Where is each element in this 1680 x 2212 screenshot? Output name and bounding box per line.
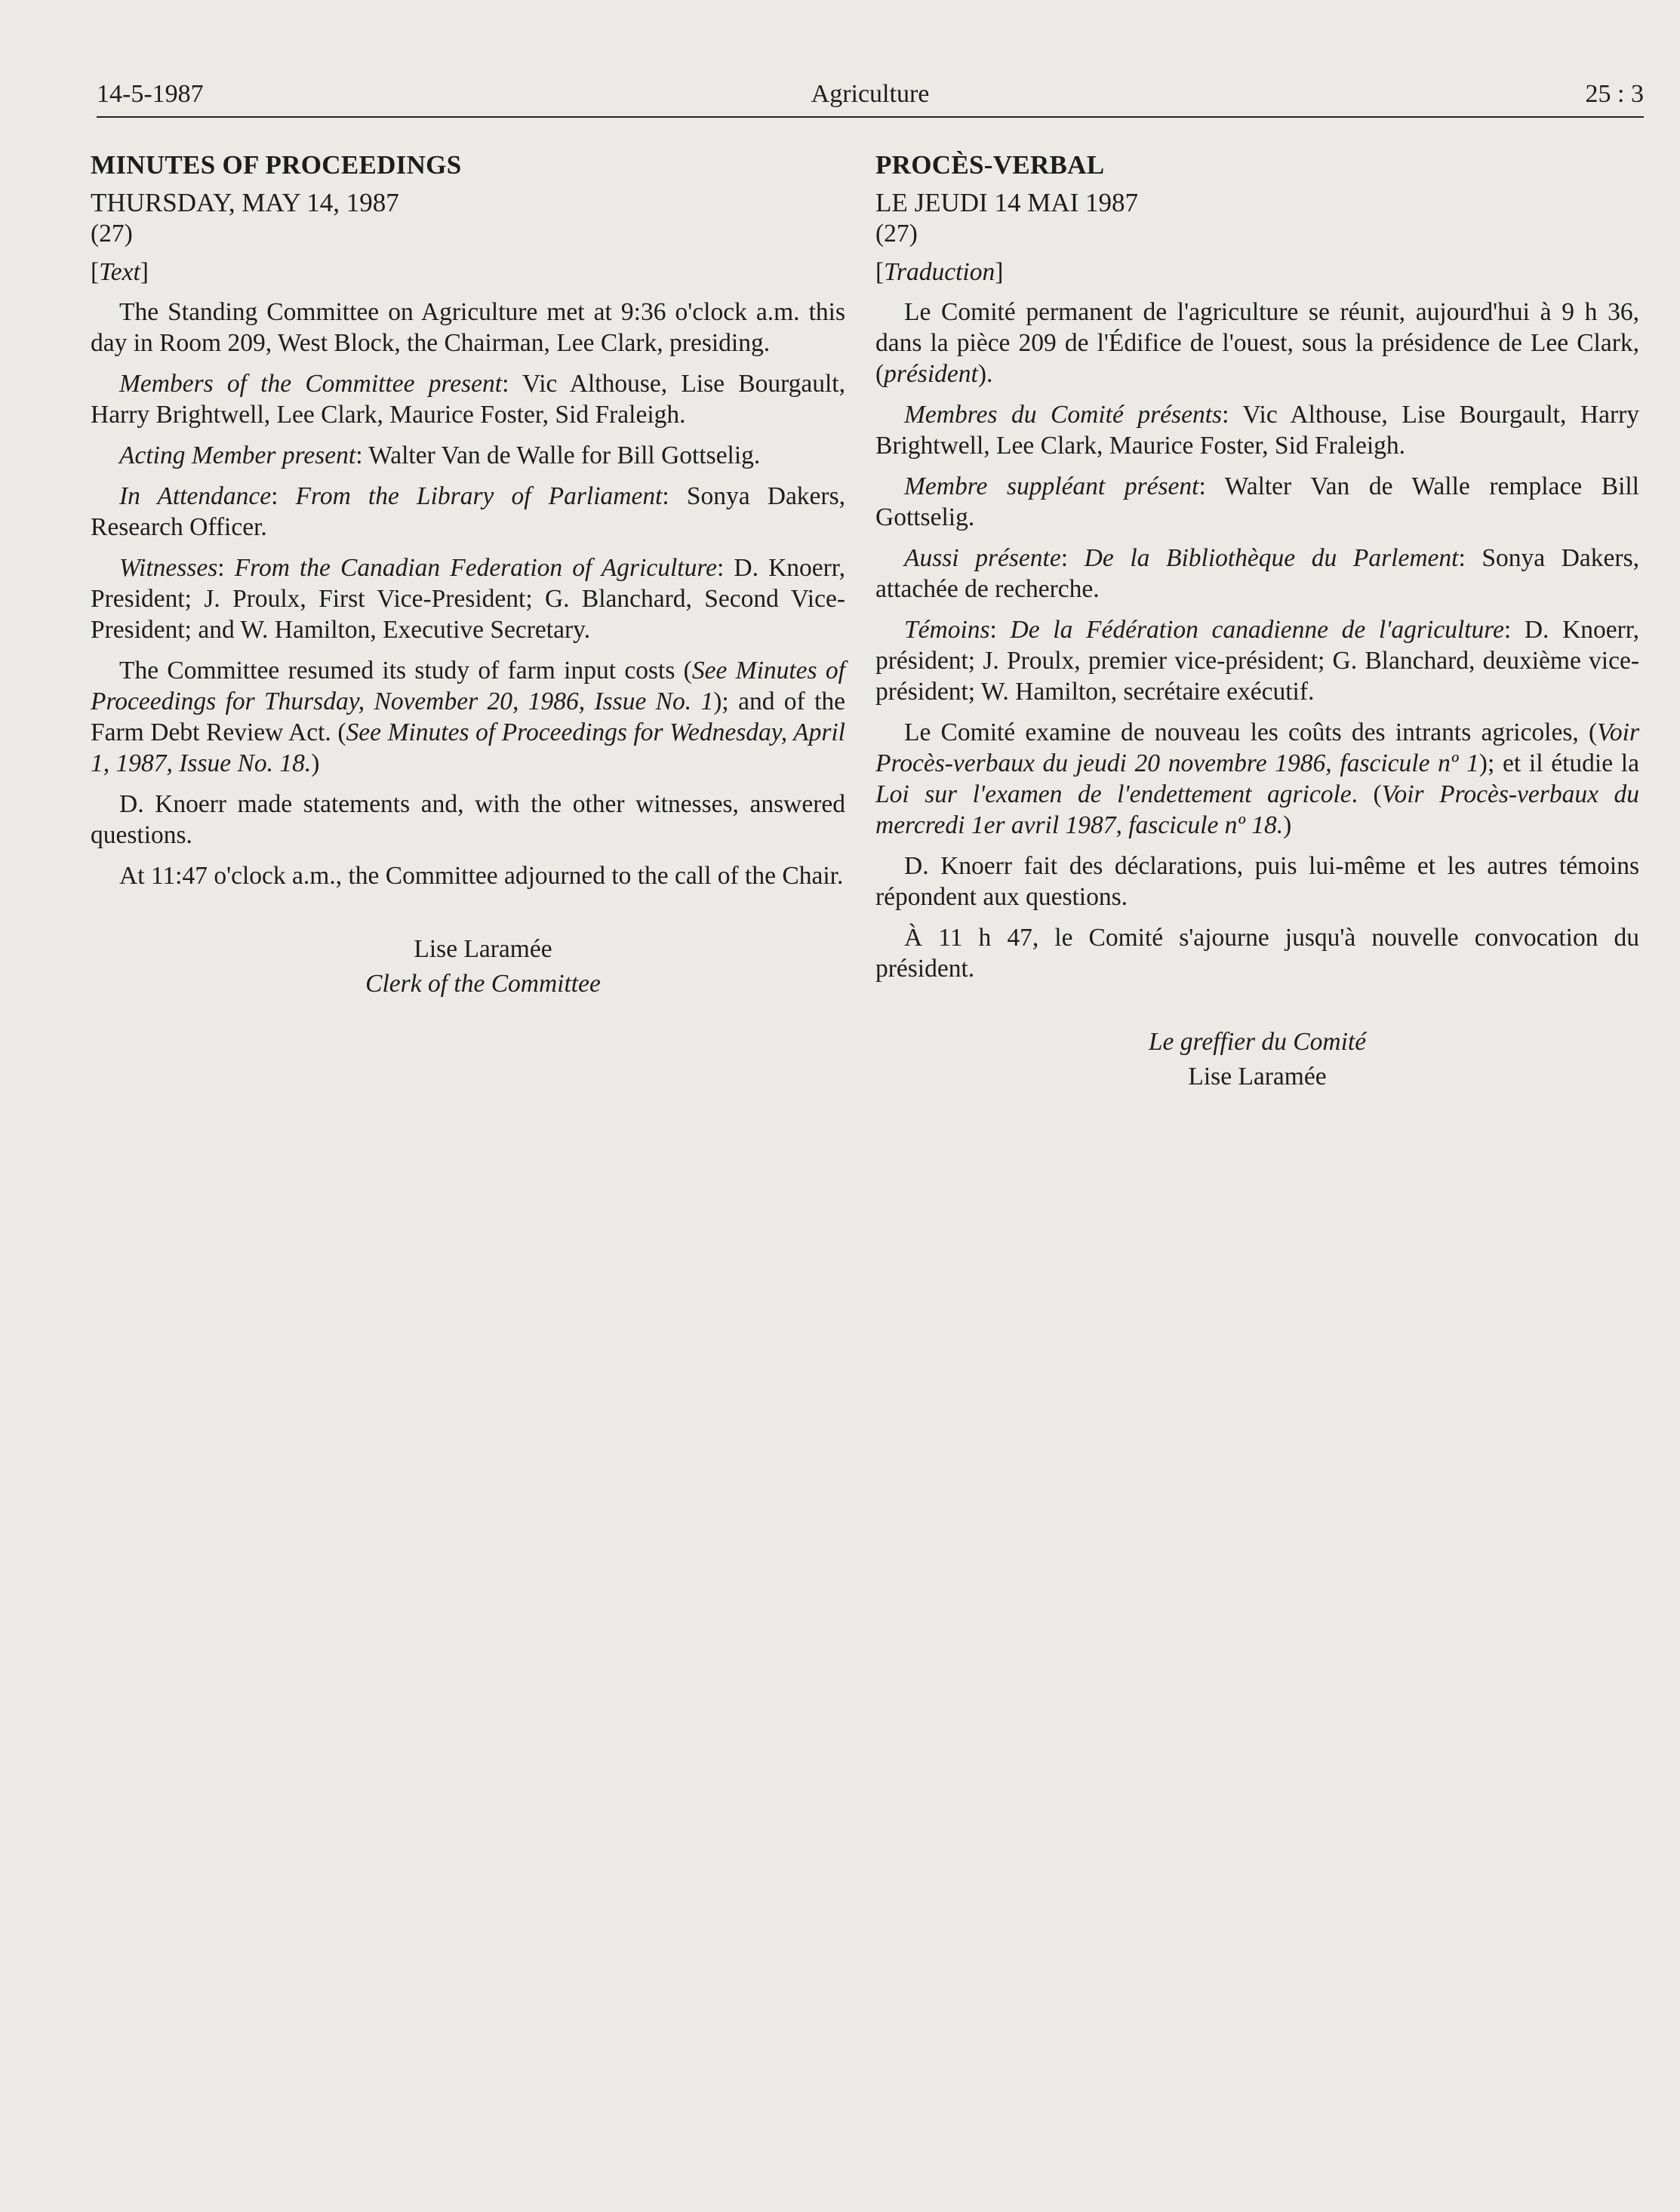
french-date: LE JEUDI 14 MAI 1987	[875, 188, 1139, 217]
french-witnesses-paragraph: Témoins: De la Fédération canadienne de l'agriculture: D. Knoerr, président; J. Proulx, premier vice-président; G. Blanchard, deuxième vice-président; W. Hamilton, secrétaire exécutif.	[875, 616, 1639, 706]
english-members-paragraph: Members of the Committee present: Vic Althouse, Lise Bourgault, Harry Brightwell, Lee Clark, Maurice Foster, Sid Fraleigh.	[91, 370, 845, 429]
running-header	[97, 77, 1644, 118]
french-clerk-title: Le greffier du Comité	[1148, 1028, 1367, 1056]
english-heading: MINUTES OF PROCEEDINGS	[91, 150, 462, 180]
header-page-number: 25 : 3	[1585, 80, 1644, 108]
english-attendance-paragraph: In Attendance: From the Library of Parliament: Sonya Dakers, Research Officer.	[91, 482, 845, 541]
french-adjournment-paragraph: À 11 h 47, le Comité s'ajourne jusqu'à nouvelle convocation du président.	[875, 924, 1639, 983]
french-signature-block	[875, 1025, 1639, 1094]
french-resumed-paragraph: Le Comité examine de nouveau les coûts des intrants agricoles, (Voir Procès-verbaux du jeudi 20 novembre 1986, fascicule nº 1); et il étudie la Loi sur l'examen de l'endettement agricole. (Voir Procès-verbaux du mercredi 1er avril 1987, fascicule nº 18.)	[875, 718, 1639, 839]
french-attendance-paragraph: Aussi présente: De la Bibliothèque du Parlement: Sonya Dakers, attachée de recherche.	[875, 544, 1639, 603]
english-clerk-name: Lise Laramée	[414, 935, 552, 963]
english-opening-paragraph: The Standing Committee on Agriculture met at 9:36 o'clock a.m. this day in Room 209, West Block, the Chairman, Lee Clark, presiding.	[91, 298, 845, 357]
english-resumed-paragraph: The Committee resumed its study of farm input costs (See Minutes of Proceedings for Thursday, November 20, 1986, Issue No. 1); and of the Farm Debt Review Act. (See Minutes of Proceedings for Wednesday, April 1, 1987, Issue No. 18.)	[91, 657, 845, 777]
english-date: THURSDAY, MAY 14, 1987	[91, 188, 399, 217]
english-acting-member-paragraph: Acting Member present: Walter Van de Walle for Bill Gottselig.	[119, 441, 761, 469]
french-members-paragraph: Membres du Comité présents: Vic Althouse, Lise Bourgault, Harry Brightwell, Lee Clark, Maurice Foster, Sid Fraleigh.	[875, 401, 1640, 460]
french-clerk-name: Lise Laramée	[1188, 1063, 1327, 1091]
english-adjournment-paragraph: At 11:47 o'clock a.m., the Committee adjourned to the call of the Chair.	[119, 862, 844, 890]
french-statements-paragraph: D. Knoerr fait des déclarations, puis lui-même et les autres témoins répondent aux questions.	[875, 852, 1639, 911]
french-heading: PROCÈS-VERBAL	[875, 150, 1105, 180]
english-signature-block	[121, 932, 845, 1001]
english-statements-paragraph: D. Knoerr made statements and, with the other witnesses, answered questions.	[91, 790, 845, 849]
french-opening-paragraph: Le Comité permanent de l'agriculture se réunit, aujourd'hui à 9 h 36, dans la pièce 209 de l'Édifice de l'ouest, sous la présidence de Lee Clark, (président).	[875, 298, 1639, 388]
french-translation-tag: [Traduction]	[875, 258, 1004, 286]
french-meeting-number: (27)	[875, 220, 918, 248]
english-text-tag: [Text]	[91, 258, 149, 286]
english-column	[91, 149, 845, 1001]
header-date: 14-5-1987	[97, 80, 204, 108]
english-meeting-number: (27)	[91, 220, 133, 248]
french-column	[875, 149, 1639, 1094]
english-clerk-title: Clerk of the Committee	[365, 970, 601, 998]
french-acting-member-paragraph: Membre suppléant présent: Walter Van de Walle remplace Bill Gottselig.	[875, 472, 1639, 531]
english-witnesses-paragraph: Witnesses: From the Canadian Federation of Agriculture: D. Knoerr, President; J. Proulx, First Vice-President; G. Blanchard, Second Vice-President; and W. Hamilton, Executive Secretary.	[91, 554, 845, 644]
header-title: Agriculture	[811, 80, 930, 108]
